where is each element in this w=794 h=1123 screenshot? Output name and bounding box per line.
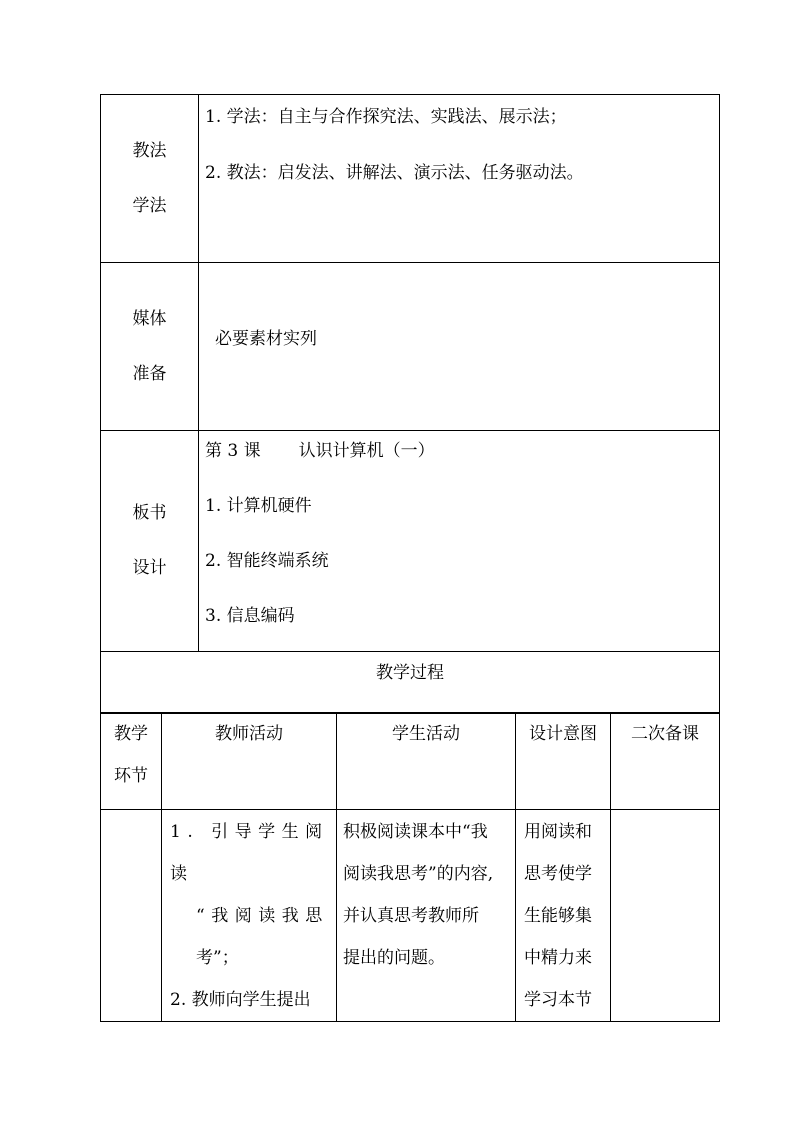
- row1-stage: [101, 810, 162, 1022]
- intent-line-5: 学习本节: [524, 990, 592, 1010]
- header-teacher: 教师活动: [162, 713, 337, 810]
- methods-label: [101, 95, 199, 263]
- board-label-line2: 设计: [132, 558, 167, 578]
- student-line-1: 积极阅读课本中“我: [343, 822, 488, 842]
- student-line-4: 提出的问题。: [343, 948, 445, 968]
- intent-line-4: 中精力来: [524, 948, 592, 968]
- header-second: 二次备课: [611, 713, 720, 810]
- student-line-2: 阅读我思考”的内容,: [343, 864, 494, 884]
- board-label: [101, 431, 199, 652]
- header-stage-line1: 教学: [114, 724, 148, 744]
- intent-line-1: 用阅读和: [524, 822, 592, 842]
- intent-line-2: 思考使学: [524, 864, 592, 884]
- process-title: 教学过程: [101, 652, 720, 714]
- board-label-line1: 板书: [132, 503, 167, 523]
- process-row-1: [101, 810, 720, 1022]
- board-row: [101, 431, 720, 652]
- row1-intent: [516, 810, 611, 1022]
- media-content: [199, 263, 720, 431]
- teacher-line-4: 2. 教师向学生提出: [170, 990, 311, 1010]
- media-label-line2: 准备: [132, 363, 167, 384]
- board-item-1: 1. 计算机硬件: [205, 496, 312, 516]
- header-intent: 设计意图: [516, 713, 611, 810]
- lesson-number: 第 3 课: [205, 441, 261, 461]
- row1-second: [611, 810, 720, 1022]
- process-title-row: [101, 652, 720, 714]
- process-table: [100, 712, 720, 1022]
- media-label: [101, 263, 199, 431]
- lesson-plan-table: [100, 94, 720, 714]
- methods-label-line2: 学法: [132, 195, 167, 216]
- intent-line-3: 生能够集: [524, 906, 592, 926]
- teacher-line-3: 考”；: [196, 948, 239, 968]
- methods-label-line1: 教法: [132, 140, 167, 161]
- media-text: 必要素材实列: [215, 328, 317, 349]
- teacher-line-2: “我阅读我思: [196, 906, 329, 926]
- lesson-title: 认识计算机（一）: [298, 441, 435, 461]
- board-item-3: 3. 信息编码: [205, 606, 295, 626]
- header-stage-line2: 环节: [114, 766, 148, 786]
- row1-student: [337, 810, 516, 1022]
- process-header-row: [101, 713, 720, 810]
- header-stage: [101, 713, 162, 810]
- board-item-2: 2. 智能终端系统: [205, 551, 329, 571]
- methods-item-2: 2. 教法：启发法、讲解法、演示法、任务驱动法。: [205, 163, 584, 183]
- teacher-line-1: 1. 引导学生阅读: [170, 822, 329, 884]
- row1-teacher: [162, 810, 337, 1022]
- media-row: [101, 263, 720, 431]
- methods-row: [101, 95, 720, 263]
- header-student: 学生活动: [337, 713, 516, 810]
- student-line-3: 并认真思考教师所: [343, 906, 479, 926]
- media-label-line1: 媒体: [132, 308, 167, 329]
- board-content: [199, 431, 720, 652]
- methods-item-1: 1. 学法：自主与合作探究法、实践法、展示法；: [205, 107, 567, 127]
- methods-content: [199, 95, 720, 263]
- board-heading: [205, 431, 719, 486]
